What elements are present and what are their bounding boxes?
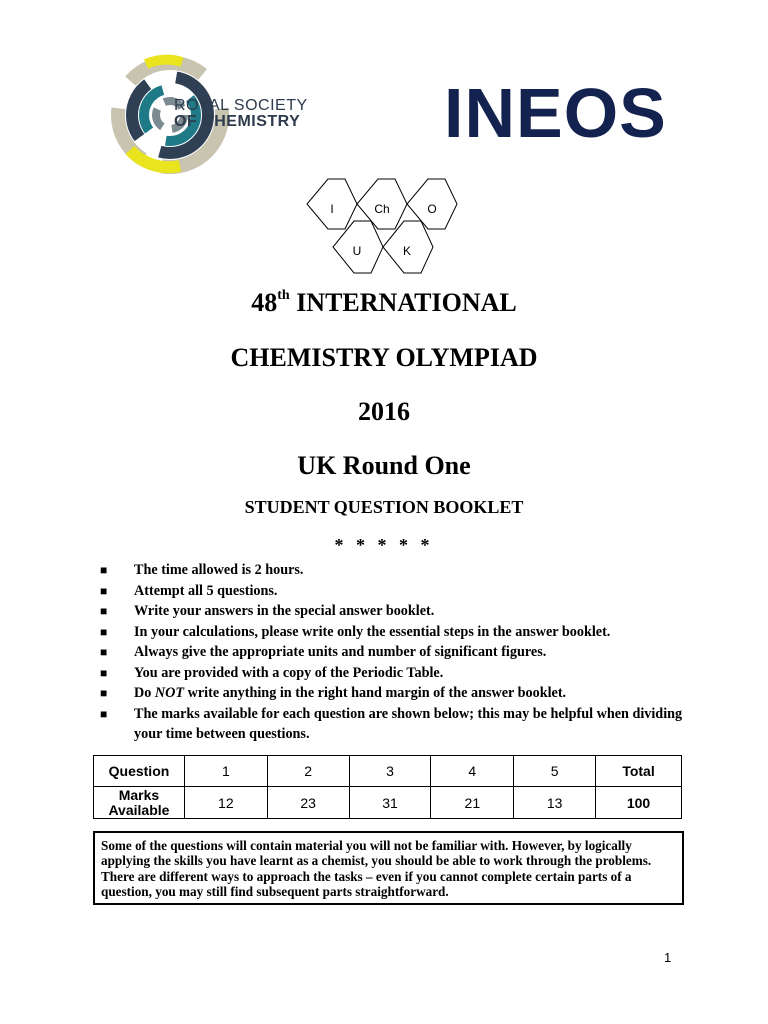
table-cell: 5 (514, 756, 596, 787)
bullet-square-icon: ■ (100, 706, 108, 721)
rsc-line-2: OF CHEMISTRY (174, 113, 301, 130)
bullet-square-icon: ■ (100, 604, 108, 618)
title-round: UK Round One (297, 451, 471, 480)
hex-label: I (330, 202, 334, 216)
bullet-square-icon: ■ (100, 583, 108, 598)
table-cell: 2 (267, 756, 349, 787)
table-cell: Question (94, 756, 185, 787)
table-cell: 3 (349, 756, 431, 787)
hex-label: K (402, 244, 412, 258)
hex-label: Ch (374, 202, 390, 216)
table-cell: 12 (184, 787, 267, 819)
bullet-square-icon: ■ (100, 645, 108, 659)
title-line-1: 48th INTERNATIONAL (251, 288, 517, 317)
table-cell: 23 (267, 787, 349, 819)
rsc-line-1: ROYAL SOCIETY (174, 97, 308, 114)
table-row (94, 756, 682, 787)
hex-label: O (427, 202, 437, 216)
instruction-item: ■ In your calculations, please write only the essential steps in the answer booklet. (100, 622, 700, 643)
bullet-square-icon: ■ (100, 563, 108, 577)
ineos-logo: INEOS (444, 74, 667, 152)
table-cell: 13 (514, 787, 596, 819)
marks-table (93, 755, 682, 819)
rsc-wordmark (174, 98, 308, 130)
instruction-item: ■ Do NOT write anything in the right hand margin of the answer booklet. (100, 683, 700, 704)
icho-hexagon-logo (300, 175, 470, 280)
table-cell: Total (596, 756, 682, 787)
page-number: 1 (664, 950, 672, 965)
table-cell: 21 (431, 787, 514, 819)
instruction-item: ■ Attempt all 5 questions. (100, 581, 700, 602)
instruction-item: ■ Always give the appropriate units and number of significant figures. (100, 642, 700, 663)
table-cell: 4 (431, 756, 514, 787)
instruction-item: ■ The time allowed is 2 hours. (100, 560, 700, 581)
table-cell: Marks Available (94, 787, 185, 819)
table-row (94, 787, 682, 819)
separator-stars: * * * * * (334, 535, 434, 555)
ordinal-suffix: th (277, 288, 290, 303)
bullet-square-icon: ■ (100, 686, 108, 700)
instruction-item: ■ You are provided with a copy of the Periodic Table. (100, 663, 700, 684)
title-year: 2016 (358, 397, 410, 426)
note-box: Some of the questions will contain material you will not be familiar with. However, by logically applying the skills you have learnt as a chemist, you should be able to work through the problems. There are different ways to approach the tasks – even if you cannot complete certain parts of a question, you may still find subsequent parts straightforward. (93, 831, 684, 905)
subtitle-booklet: STUDENT QUESTION BOOKLET (244, 497, 524, 517)
instruction-item: ■ Write your answers in the special answer booklet. (100, 601, 700, 622)
bullet-square-icon: ■ (100, 665, 108, 680)
bullet-square-icon: ■ (100, 624, 108, 639)
hex-label: U (352, 244, 362, 258)
table-cell: 31 (349, 787, 431, 819)
table-cell: 100 (596, 787, 682, 819)
table-cell: 1 (184, 756, 267, 787)
rsc-logo (110, 52, 330, 182)
instruction-item: ■ The marks available for each question are shown below; this may be helpful when dividing your time between questions. (100, 705, 683, 742)
title-line-2: CHEMISTRY OLYMPIAD (230, 343, 538, 372)
instructions-list (100, 560, 700, 745)
